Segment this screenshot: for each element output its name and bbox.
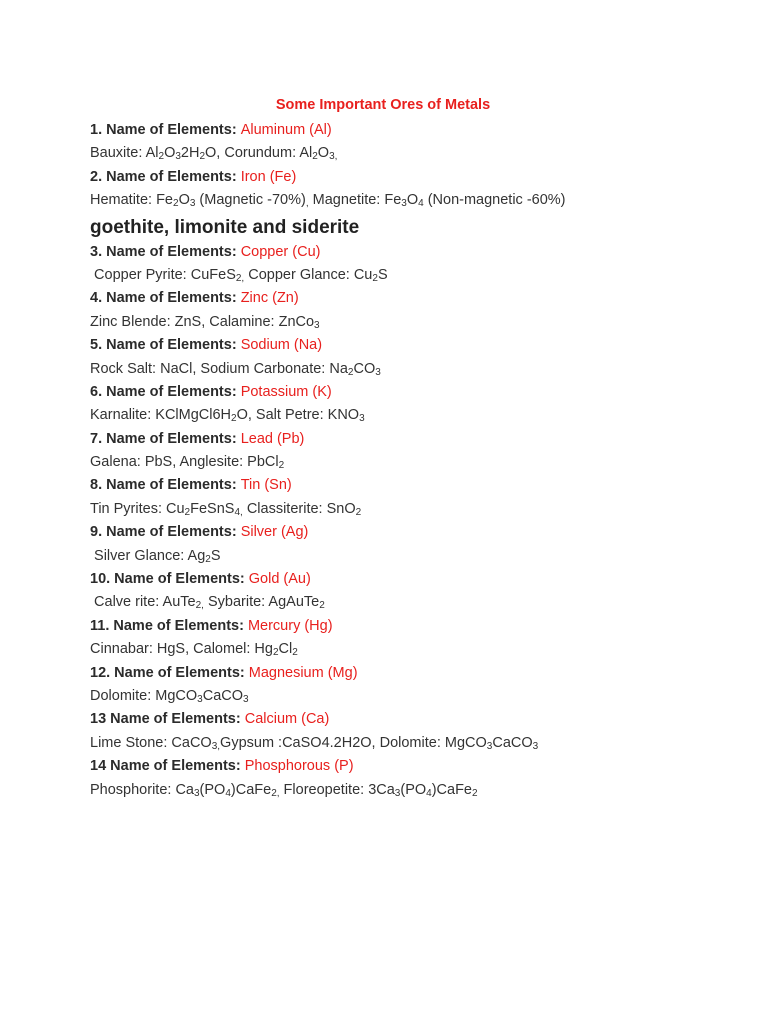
element-heading <box>90 616 750 639</box>
ore-list: Bauxite: $Al_2O_32H_2O$, Corundum: $Al_2O_{3,}$ <box>90 145 338 163</box>
element-heading <box>90 288 750 311</box>
element-name: Copper (Cu) <box>240 243 321 260</box>
element-heading <box>90 335 750 358</box>
element-label: 10. Name of Elements: <box>90 571 249 588</box>
element-name: Phosphorous (P) <box>244 758 354 775</box>
element-heading <box>90 382 750 405</box>
element-heading <box>90 242 750 265</box>
element-name: Aluminum (Al) <box>240 122 332 138</box>
element-heading <box>90 709 750 732</box>
element-label: 2. Name of Elements: <box>90 168 241 185</box>
ore-list: Tin Pyrites: $Cu_2FeSnS_{4,}$ Classiterite: SnO$_2$ <box>90 500 362 518</box>
element-label: 8. Name of Elements: <box>90 477 241 494</box>
element-label: 6. Name of Elements: <box>90 383 241 400</box>
element-heading <box>90 522 750 545</box>
element-heading <box>90 120 750 143</box>
ore-list: Dolomite: MgCO$_3$CaCO$_3$ <box>90 687 249 705</box>
element-label: 11. Name of Elements: <box>90 617 248 634</box>
element-name: Lead (Pb) <box>240 430 305 447</box>
element-label: 14 Name of Elements: <box>90 758 245 775</box>
element-heading <box>90 167 750 190</box>
element-name: Calcium (Ca) <box>244 711 330 728</box>
element-name: Mercury (Hg) <box>247 617 333 634</box>
element-label: 5. Name of Elements: <box>90 337 241 354</box>
element-name: Sodium (Na) <box>240 337 323 354</box>
element-label: 7. Name of Elements: <box>90 430 241 447</box>
ore-list: Phosphorite: $Ca_3(PO_4)CaFe_{2,}$ Floreopetite: $3Ca_3(PO_4)CaFe_2$ <box>90 781 478 799</box>
element-name: Potassium (K) <box>240 383 332 400</box>
element-label: 1. Name of Elements: <box>90 122 241 138</box>
element-label: 12. Name of Elements: <box>90 664 249 681</box>
ore-list: Copper Pyrite: CuFeS$_{2,}$ Copper Glance: $Cu_2S$ <box>94 266 388 284</box>
element-label: 13 Name of Elements: <box>90 711 245 728</box>
element-heading <box>90 429 750 452</box>
element-heading <box>90 663 750 686</box>
element-name: Tin (Sn) <box>240 477 292 494</box>
page-title: Some Important Ores of Metals <box>275 97 491 113</box>
ore-list: Zinc Blende: ZnS, Calamine: ZnCo$_3$ <box>90 313 320 331</box>
ore-list: Rock Salt: NaCl, Sodium Carbonate: $Na_2CO_3$ <box>90 360 381 378</box>
ore-list: Lime Stone: CaCO$_{3,}$Gypsum :CaSO4.2H2O, Dolomite: MgCO$_3$CaCO$_3$ <box>90 734 539 752</box>
ore-list: Hematite: $Fe_2O_3$ (Magnetic $-70\%)_,$ Magnetite: $Fe_3O_4$ (Non-magnetic -60%) <box>90 192 566 210</box>
element-name: Silver (Ag) <box>240 524 309 541</box>
ores-list <box>90 120 750 803</box>
ore-list: Galena: PbS, Anglesite: PbCl$_2$ <box>90 454 285 472</box>
element-heading <box>90 569 750 592</box>
element-name: Iron (Fe) <box>240 168 297 185</box>
element-name: Magnesium (Mg) <box>248 664 358 681</box>
element-name: Gold (Au) <box>248 571 311 588</box>
element-heading <box>90 756 750 779</box>
element-label: 4. Name of Elements: <box>90 290 241 307</box>
element-label: 3. Name of Elements: <box>90 243 241 260</box>
element-heading <box>90 475 750 498</box>
ore-list: Calve rite: AuTe$_{2,}$ Sybarite: AgAuTe$_2$ <box>94 594 325 612</box>
iron-ore-note: goethite, limonite and siderite <box>90 216 360 238</box>
ore-list: Cinnabar: HgS, Calomel: $Hg_2Cl_2$ <box>90 641 298 659</box>
element-label: 9. Name of Elements: <box>90 524 241 541</box>
element-name: Zinc (Zn) <box>240 290 299 307</box>
ore-list: Silver Glance: $Ag_2S$ <box>94 547 221 565</box>
ore-list: Karnalite: $KClMgCl6H_2O$, Salt Petre: $KNO_3$ <box>90 407 365 425</box>
